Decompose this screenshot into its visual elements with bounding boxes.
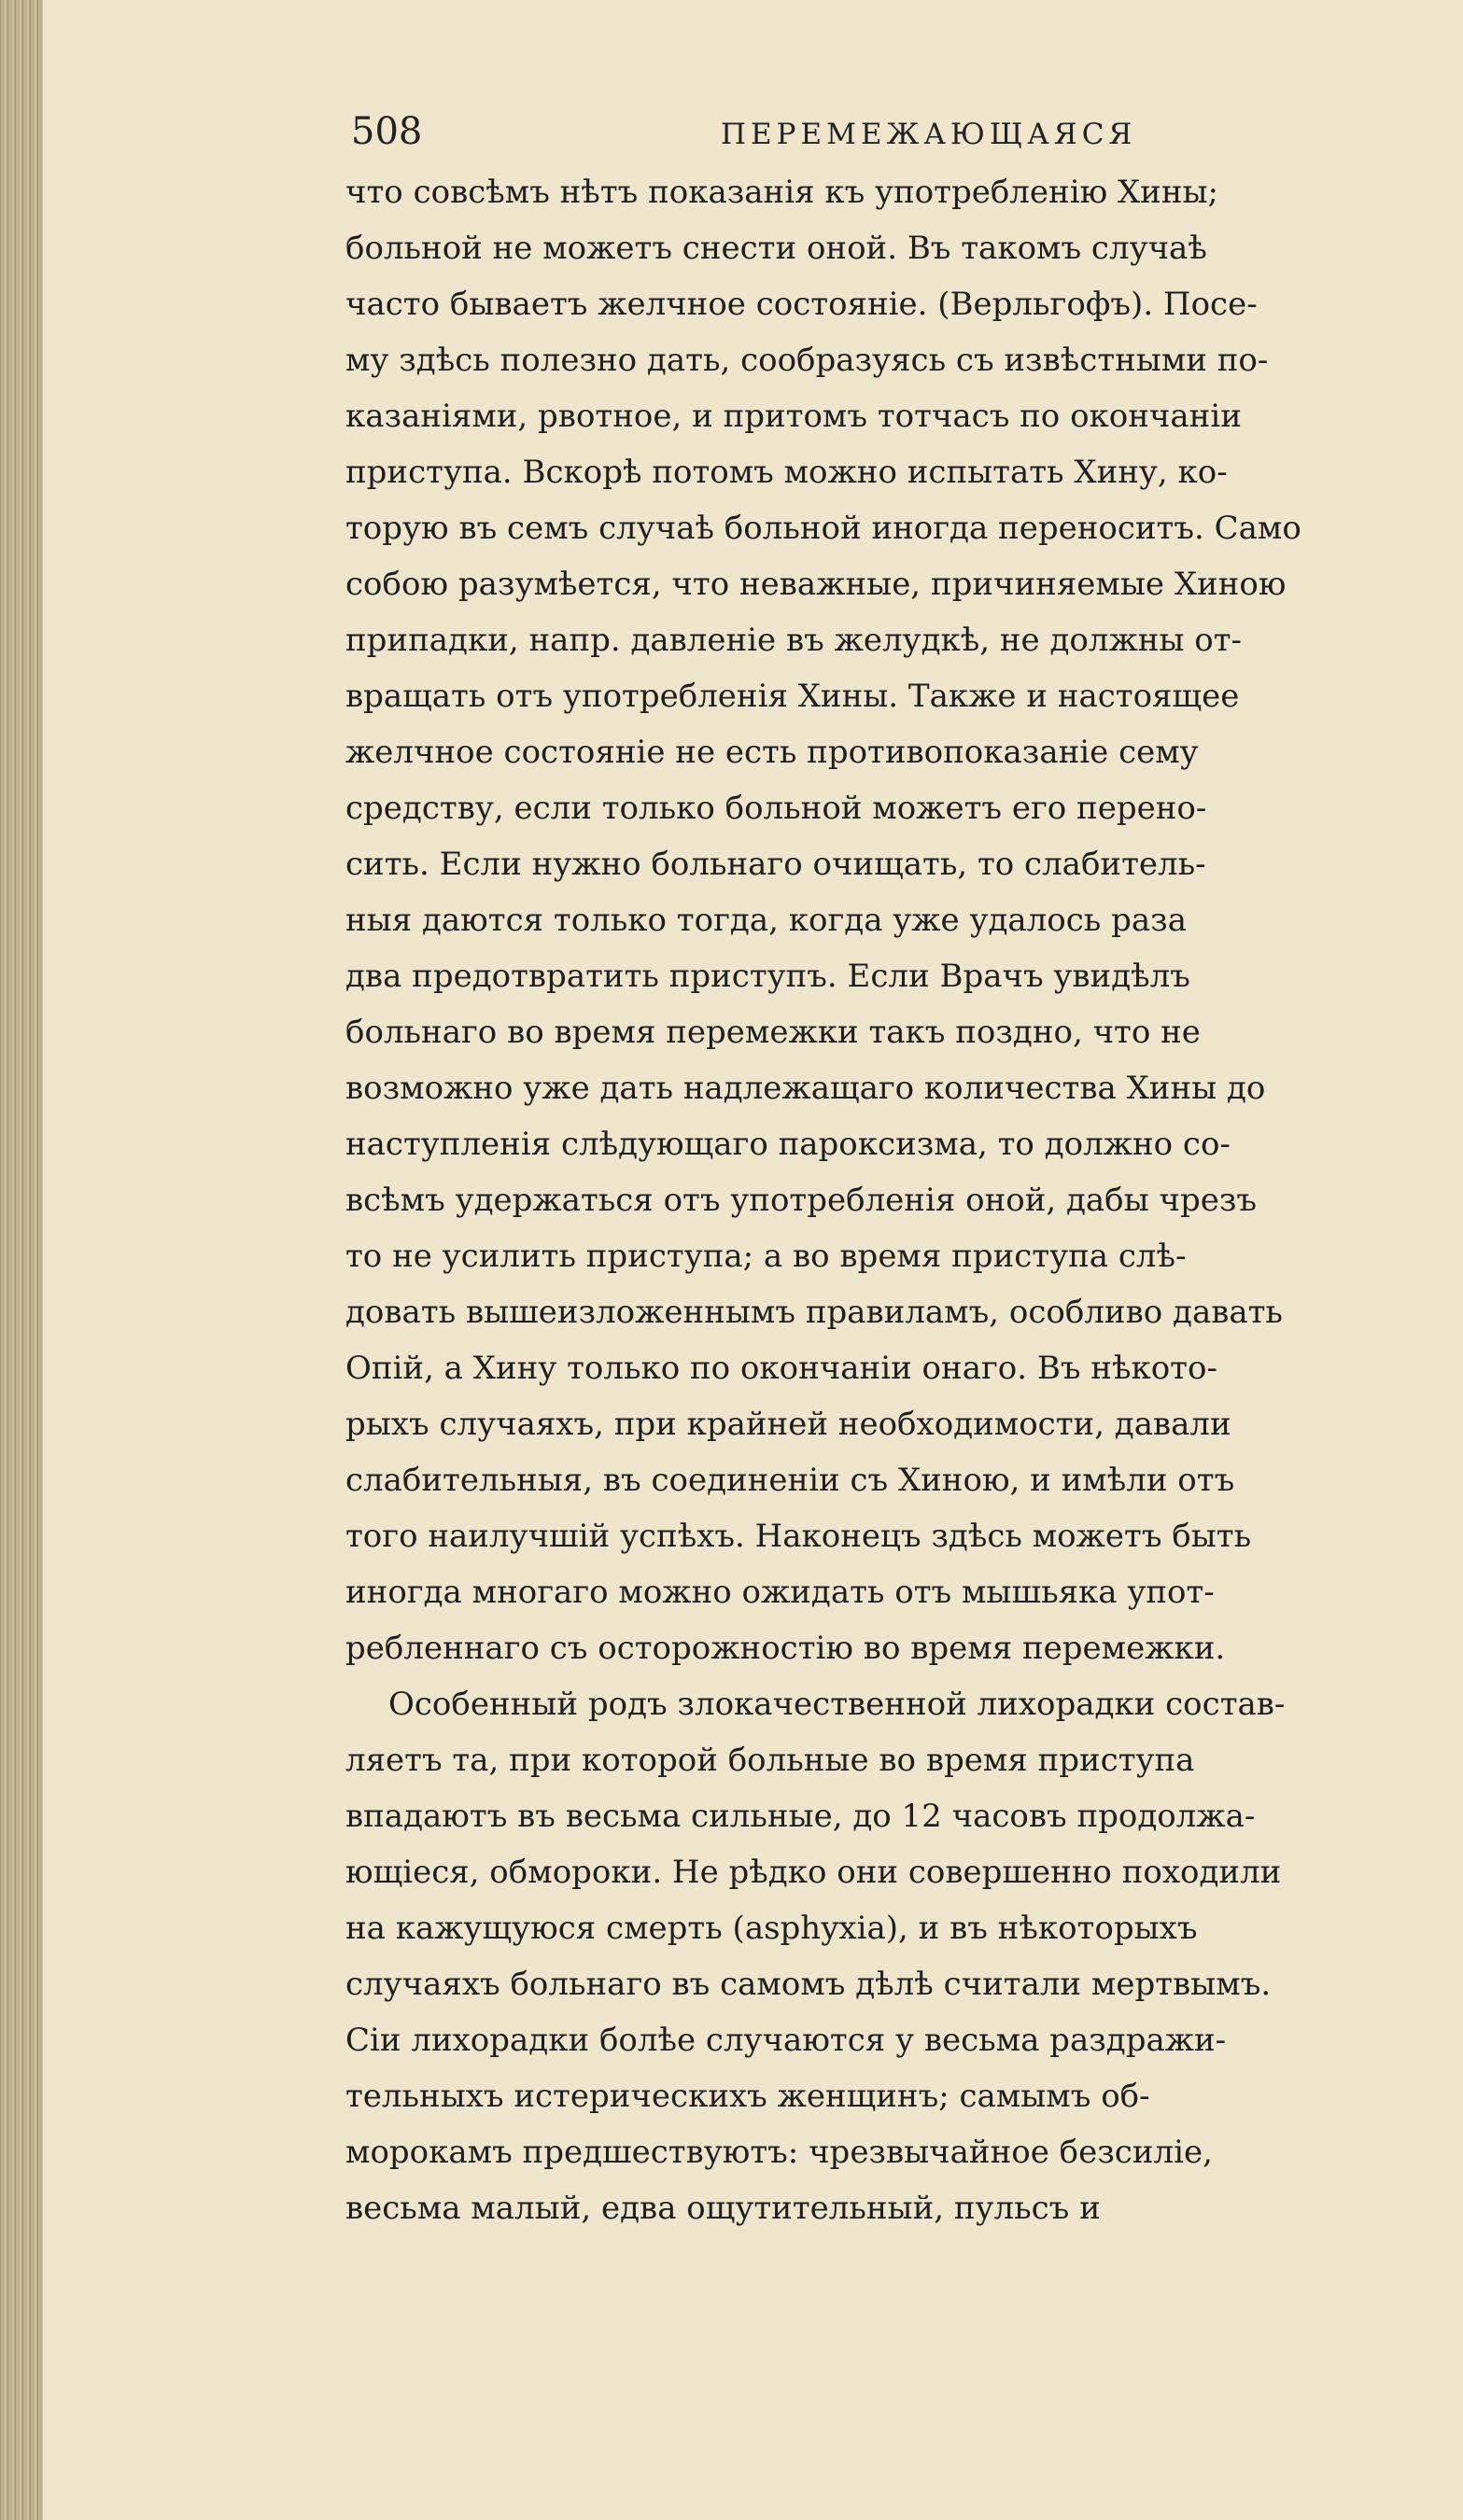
text-line: часто бываетъ желчное состояніе. (Верльгофъ). Посе-	[345, 286, 1258, 323]
text-line: припадки, напр. давленіе въ желудкѣ, не должны от-	[345, 622, 1243, 659]
text-line: му здѣсь полезно дать, сообразуясь съ извѣстными по-	[345, 342, 1269, 379]
text-line: торую въ семъ случаѣ больной иногда переноситъ. Само	[345, 510, 1301, 547]
text-line: два предотвратить приступъ. Если Врачъ увидѣлъ	[345, 958, 1190, 995]
text-line: больнаго во время перемежки такъ поздно, что не	[345, 1014, 1201, 1051]
text-line: впадаютъ въ весьма сильные, до 12 часовъ продолжа-	[345, 1798, 1256, 1835]
text-line: собою разумѣется, что неважные, причиняемые Хиною	[345, 566, 1287, 603]
text-line: наступленія слѣдующаго пароксизма, то должно со-	[345, 1126, 1231, 1163]
text-line: сить. Если нужно больнаго очищать, то слабитель-	[345, 846, 1206, 883]
text-line: больной не можетъ снести оной. Въ такомъ случаѣ	[345, 230, 1207, 267]
page-binding-edge	[0, 0, 43, 2520]
text-line: довать вышеизложеннымъ правиламъ, особливо давать	[345, 1294, 1283, 1331]
text-line: Опій, а Хину только по окончаніи онаго. Въ нѣкото-	[345, 1350, 1217, 1387]
running-title: ПЕРЕМЕЖАЮЩАЯСЯ	[721, 118, 1137, 151]
text-line: иногда многаго можно ожидать отъ мышьяка упот-	[345, 1574, 1215, 1611]
text-line: ныя даются только тогда, когда уже удалось раза	[345, 902, 1187, 939]
text-line: возможно уже дать надлежащаго количества Хины до	[345, 1070, 1266, 1107]
text-line: ющіеся, обмороки. Не рѣдко они совершенно походили	[345, 1854, 1282, 1891]
text-line: приступа. Вскорѣ потомъ можно испытать Хину, ко-	[345, 454, 1228, 491]
text-line: случаяхъ больнаго въ самомъ дѣлѣ считали мертвымъ.	[345, 1966, 1272, 2003]
paragraph-start-line: Особенный родъ злокачественной лихорадки состав-	[388, 1686, 1286, 1723]
text-line: весьма малый, едва ощутительный, пульсъ и	[345, 2190, 1101, 2227]
text-line: тельныхъ истерическихъ женщинъ; самымъ об-	[345, 2078, 1150, 2115]
text-line: вращать отъ употребленія Хины. Также и настоящее	[345, 678, 1240, 715]
text-line: Сіи лихорадки болѣе случаются у весьма раздражи-	[345, 2022, 1227, 2059]
text-line: рыхъ случаяхъ, при крайней необходимости, давали	[345, 1406, 1231, 1443]
text-line: ляетъ та, при которой больные во время приступа	[345, 1742, 1195, 1779]
text-line: на кажущуюся смерть (asphyxia), и въ нѣкоторыхъ	[345, 1910, 1198, 1947]
text-line: средству, если только больной можетъ его перено-	[345, 790, 1207, 827]
text-line: казаніями, рвотное, и притомъ тотчасъ по окончаніи	[345, 398, 1242, 435]
text-line: того наилучшій успѣхъ. Наконецъ здѣсь можетъ быть	[345, 1518, 1252, 1555]
page-number: 508	[351, 110, 423, 153]
text-line: желчное состояніе не есть противопоказаніе сему	[345, 734, 1199, 771]
text-line: что совсѣмъ нѣтъ показанія къ употребленію Хины;	[345, 174, 1219, 211]
text-line: всѣмъ удержаться отъ употребленія оной, дабы чрезъ	[345, 1182, 1258, 1219]
text-line: то не усилить приступа; а во время приступа слѣ-	[345, 1238, 1187, 1275]
body-text	[345, 164, 1456, 2236]
text-line: слабительныя, въ соединеніи съ Хиною, и имѣли отъ	[345, 1462, 1235, 1499]
page-header	[351, 110, 1453, 166]
text-line: ребленнаго съ осторожностію во время перемежки.	[345, 1630, 1226, 1667]
text-line: морокамъ предшествуютъ: чрезвычайное безсиліе,	[345, 2134, 1213, 2171]
